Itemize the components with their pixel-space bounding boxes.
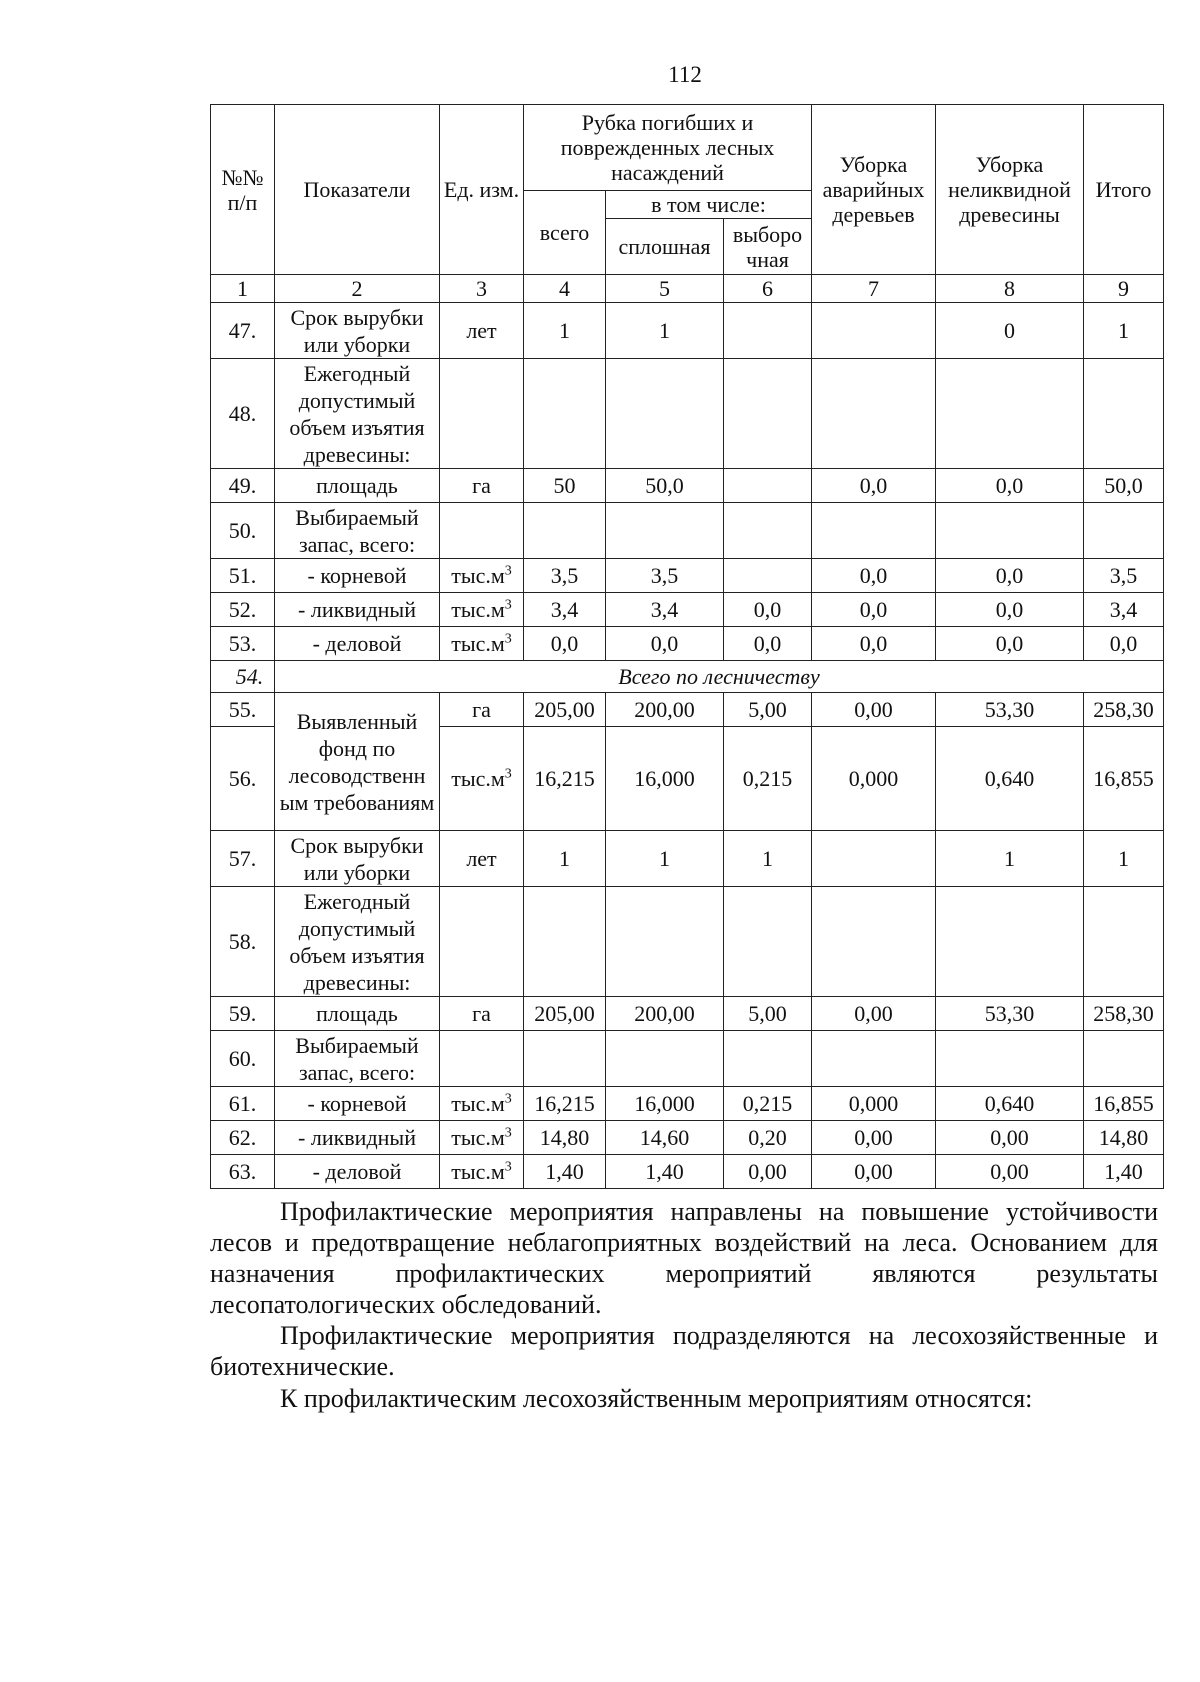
table-cell: 3,4 (606, 593, 724, 627)
table-cell: 0,0 (936, 593, 1084, 627)
table-row-indicator: площадь (275, 469, 440, 503)
forest-measures-table (210, 104, 1164, 1189)
table-row-unit: га (440, 469, 524, 503)
table-cell: 5,00 (724, 693, 812, 727)
table-cell: 16,215 (524, 1087, 606, 1121)
table-cell: 0,00 (812, 1121, 936, 1155)
table-cell (524, 503, 606, 559)
section-title: Всего по лесничеству (275, 661, 1164, 693)
table-row-indicator: - корневой (275, 1087, 440, 1121)
table-cell: 1 (606, 303, 724, 359)
column-number-row (211, 275, 1164, 303)
table-cell: 16,215 (524, 727, 606, 831)
col-selective-header: выборо чная (724, 219, 812, 275)
col-number: 1 (211, 275, 275, 303)
table-cell: 1 (1084, 831, 1164, 887)
table-header (211, 105, 1164, 303)
table-row (211, 503, 1164, 559)
table-cell: 0,640 (936, 1087, 1084, 1121)
table-cell (812, 359, 936, 469)
table-cell: 1,40 (606, 1155, 724, 1189)
table-cell: 0,00 (812, 997, 936, 1031)
table-cell: 3,4 (1084, 593, 1164, 627)
table-row-number: 58. (211, 887, 275, 997)
table-cell: 0,0 (724, 593, 812, 627)
table-row (211, 1155, 1164, 1189)
table-row-number: 55. (211, 693, 275, 727)
table-row-number: 56. (211, 727, 275, 831)
table-row-unit: $тыс.м^3$ (440, 1121, 524, 1155)
col-felling-header: Рубка погибших и поврежденных лесных насаждений (524, 105, 812, 191)
table-cell: 0,215 (724, 727, 812, 831)
col-num-header: №№ п/п (211, 105, 275, 275)
table-cell: 0,0 (524, 627, 606, 661)
col-number: 2 (275, 275, 440, 303)
table-cell (1084, 887, 1164, 997)
table-row-indicator: - деловой (275, 627, 440, 661)
table-cell: 205,00 (524, 997, 606, 1031)
table-row-indicator: - корневой (275, 559, 440, 593)
table-cell: 200,00 (606, 693, 724, 727)
table-cell (812, 887, 936, 997)
table-cell: 0,0 (812, 593, 936, 627)
table-cell: 200,00 (606, 997, 724, 1031)
table-cell: 0 (936, 303, 1084, 359)
table-cell (724, 469, 812, 503)
col-total-header: всего (524, 191, 606, 275)
table-row (211, 303, 1164, 359)
table-row-number: 57. (211, 831, 275, 887)
col-including-header: в том числе: (606, 191, 812, 219)
table-row-number: 53. (211, 627, 275, 661)
table-row-number: 48. (211, 359, 275, 469)
table-row-unit: лет (440, 831, 524, 887)
table-row-indicator: Срок вырубки или уборки (275, 303, 440, 359)
table-cell: 258,30 (1084, 693, 1164, 727)
table-row-unit: $тыс.м^3$ (440, 627, 524, 661)
col-unit-header: Ед. изм. (440, 105, 524, 275)
col-indicator-header: Показатели (275, 105, 440, 275)
table-cell: 50,0 (1084, 469, 1164, 503)
table-cell (724, 503, 812, 559)
table-row-unit: $тыс.м^3$ (440, 727, 524, 831)
table-cell: 16,855 (1084, 727, 1164, 831)
table-row-unit: $тыс.м^3$ (440, 1087, 524, 1121)
table-row-unit (440, 503, 524, 559)
table-row (211, 1031, 1164, 1087)
table-cell: 0,0 (606, 627, 724, 661)
table-cell: 1,40 (524, 1155, 606, 1189)
table-row (211, 831, 1164, 887)
col-number: 7 (812, 275, 936, 303)
table-cell (724, 359, 812, 469)
table-cell (606, 359, 724, 469)
table-cell: 3,4 (524, 593, 606, 627)
table-cell: 16,000 (606, 727, 724, 831)
col-number: 5 (606, 275, 724, 303)
table-row-unit (440, 1031, 524, 1087)
table-cell (524, 887, 606, 997)
table-cell: 1,40 (1084, 1155, 1164, 1189)
table-row-unit: лет (440, 303, 524, 359)
table-cell (812, 1031, 936, 1087)
table-row (211, 887, 1164, 997)
table-cell: 14,80 (1084, 1121, 1164, 1155)
table-cell: 0,00 (936, 1155, 1084, 1189)
col-emergency-header: Уборка аварийных деревьев (812, 105, 936, 275)
table-cell: 0,215 (724, 1087, 812, 1121)
table-cell: 53,30 (936, 997, 1084, 1031)
table-cell (936, 1031, 1084, 1087)
table-cell (1084, 503, 1164, 559)
table-row-indicator: Выявленный фонд по лесоводственн ым требованиям (275, 693, 440, 831)
table-row-indicator: Срок вырубки или уборки (275, 831, 440, 887)
table-row-number: 61. (211, 1087, 275, 1121)
table-cell: 3,5 (606, 559, 724, 593)
table-cell: 5,00 (724, 997, 812, 1031)
col-number: 6 (724, 275, 812, 303)
table-cell: 0,0 (1084, 627, 1164, 661)
table-cell: 14,80 (524, 1121, 606, 1155)
table-cell: 16,855 (1084, 1087, 1164, 1121)
paragraph-2: Профилактические мероприятия подразделяются на лесохозяйственные и биотехнические. (210, 1321, 1158, 1381)
table-row-unit: $тыс.м^3$ (440, 559, 524, 593)
table-row-indicator: Ежегодный допустимый объем изъятия древесины: (275, 887, 440, 997)
table-cell: 3,5 (1084, 559, 1164, 593)
col-illiquid-header: Уборка неликвидной древесины (936, 105, 1084, 275)
table-row (211, 1121, 1164, 1155)
table-cell: 50 (524, 469, 606, 503)
table-row-indicator: Выбираемый запас, всего: (275, 1031, 440, 1087)
col-number: 3 (440, 275, 524, 303)
table-row (211, 359, 1164, 469)
table-row (211, 997, 1164, 1031)
table-row-number: 49. (211, 469, 275, 503)
table-row (211, 559, 1164, 593)
table-row-number: 50. (211, 503, 275, 559)
table-row-number: 60. (211, 1031, 275, 1087)
table-cell (812, 831, 936, 887)
table-cell (724, 1031, 812, 1087)
table-cell: 0,0 (936, 559, 1084, 593)
table-row-unit: $тыс.м^3$ (440, 1155, 524, 1189)
table-row-number: 51. (211, 559, 275, 593)
table-row-indicator: Ежегодный допустимый объем изъятия древесины: (275, 359, 440, 469)
table-cell: 0,00 (936, 1121, 1084, 1155)
col-number: 9 (1084, 275, 1164, 303)
paragraph-1: Профилактические мероприятия направлены на повышение устойчивости лесов и предотвращение неблагоприятных воздействий на леса. Основанием для назначения профилактических мероприятий являются результаты лесопатологических обследований. (210, 1197, 1158, 1319)
table-cell (936, 887, 1084, 997)
table-row-unit (440, 359, 524, 469)
table-row-number: 54. (211, 661, 275, 693)
table-cell: 14,60 (606, 1121, 724, 1155)
table-row-number: 62. (211, 1121, 275, 1155)
table-cell: 0,0 (812, 559, 936, 593)
table-cell: 50,0 (606, 469, 724, 503)
table-row-unit: га (440, 693, 524, 727)
table-row-indicator: - ликвидный (275, 593, 440, 627)
table-cell: 0,0 (724, 627, 812, 661)
table-row-indicator: площадь (275, 997, 440, 1031)
table-cell: 0,000 (812, 727, 936, 831)
table-row-indicator: - деловой (275, 1155, 440, 1189)
table-cell: 0,00 (812, 693, 936, 727)
table-row-number: 59. (211, 997, 275, 1031)
table-row-number: 52. (211, 593, 275, 627)
table-row-unit (440, 887, 524, 997)
col-number: 4 (524, 275, 606, 303)
table-row (211, 627, 1164, 661)
table-row-number: 63. (211, 1155, 275, 1189)
paragraph-3: К профилактическим лесохозяйственным мероприятиям относятся: (280, 1384, 1033, 1413)
table-row-indicator: Выбираемый запас, всего: (275, 503, 440, 559)
table-cell (606, 887, 724, 997)
table-row-number: 47. (211, 303, 275, 359)
table-cell: 1 (524, 831, 606, 887)
table-cell: 3,5 (524, 559, 606, 593)
table-body-total-section (211, 831, 1164, 1189)
table-cell: 0,00 (724, 1155, 812, 1189)
table-cell: 53,30 (936, 693, 1084, 727)
table-cell: 1 (524, 303, 606, 359)
col-itogo-header: Итого (1084, 105, 1164, 275)
table-row-unit: га (440, 997, 524, 1031)
table-row (211, 469, 1164, 503)
table-cell (1084, 359, 1164, 469)
col-number: 8 (936, 275, 1084, 303)
table-cell (524, 359, 606, 469)
table-cell: 1 (724, 831, 812, 887)
page-number: 112 (668, 62, 702, 87)
table-cell (524, 1031, 606, 1087)
table-cell (812, 303, 936, 359)
table-cell (724, 559, 812, 593)
table-cell: 1 (1084, 303, 1164, 359)
table-cell: 205,00 (524, 693, 606, 727)
table-cell (606, 503, 724, 559)
table-cell: 0,0 (812, 469, 936, 503)
table-cell: 1 (606, 831, 724, 887)
table-cell: 0,0 (936, 627, 1084, 661)
col-clear-header: сплошная (606, 219, 724, 275)
table-cell: 0,640 (936, 727, 1084, 831)
table-row-unit: $тыс.м^3$ (440, 593, 524, 627)
table-section-total (211, 661, 1164, 831)
table-row-indicator: - ликвидный (275, 1121, 440, 1155)
table-cell (936, 359, 1084, 469)
table-cell (724, 887, 812, 997)
table-cell (936, 503, 1084, 559)
table-cell: 0,0 (936, 469, 1084, 503)
table-cell: 0,0 (812, 627, 936, 661)
table-row (211, 1087, 1164, 1121)
table-cell: 0,000 (812, 1087, 936, 1121)
table-cell: 0,20 (724, 1121, 812, 1155)
table-cell: 1 (936, 831, 1084, 887)
table-cell (1084, 1031, 1164, 1087)
table-cell (724, 303, 812, 359)
table-cell: 258,30 (1084, 997, 1164, 1031)
table-cell (606, 1031, 724, 1087)
table-cell: 16,000 (606, 1087, 724, 1121)
table-cell: 0,00 (812, 1155, 936, 1189)
table-cell (812, 503, 936, 559)
table-row (211, 593, 1164, 627)
table-body-forestry-section (211, 303, 1164, 661)
